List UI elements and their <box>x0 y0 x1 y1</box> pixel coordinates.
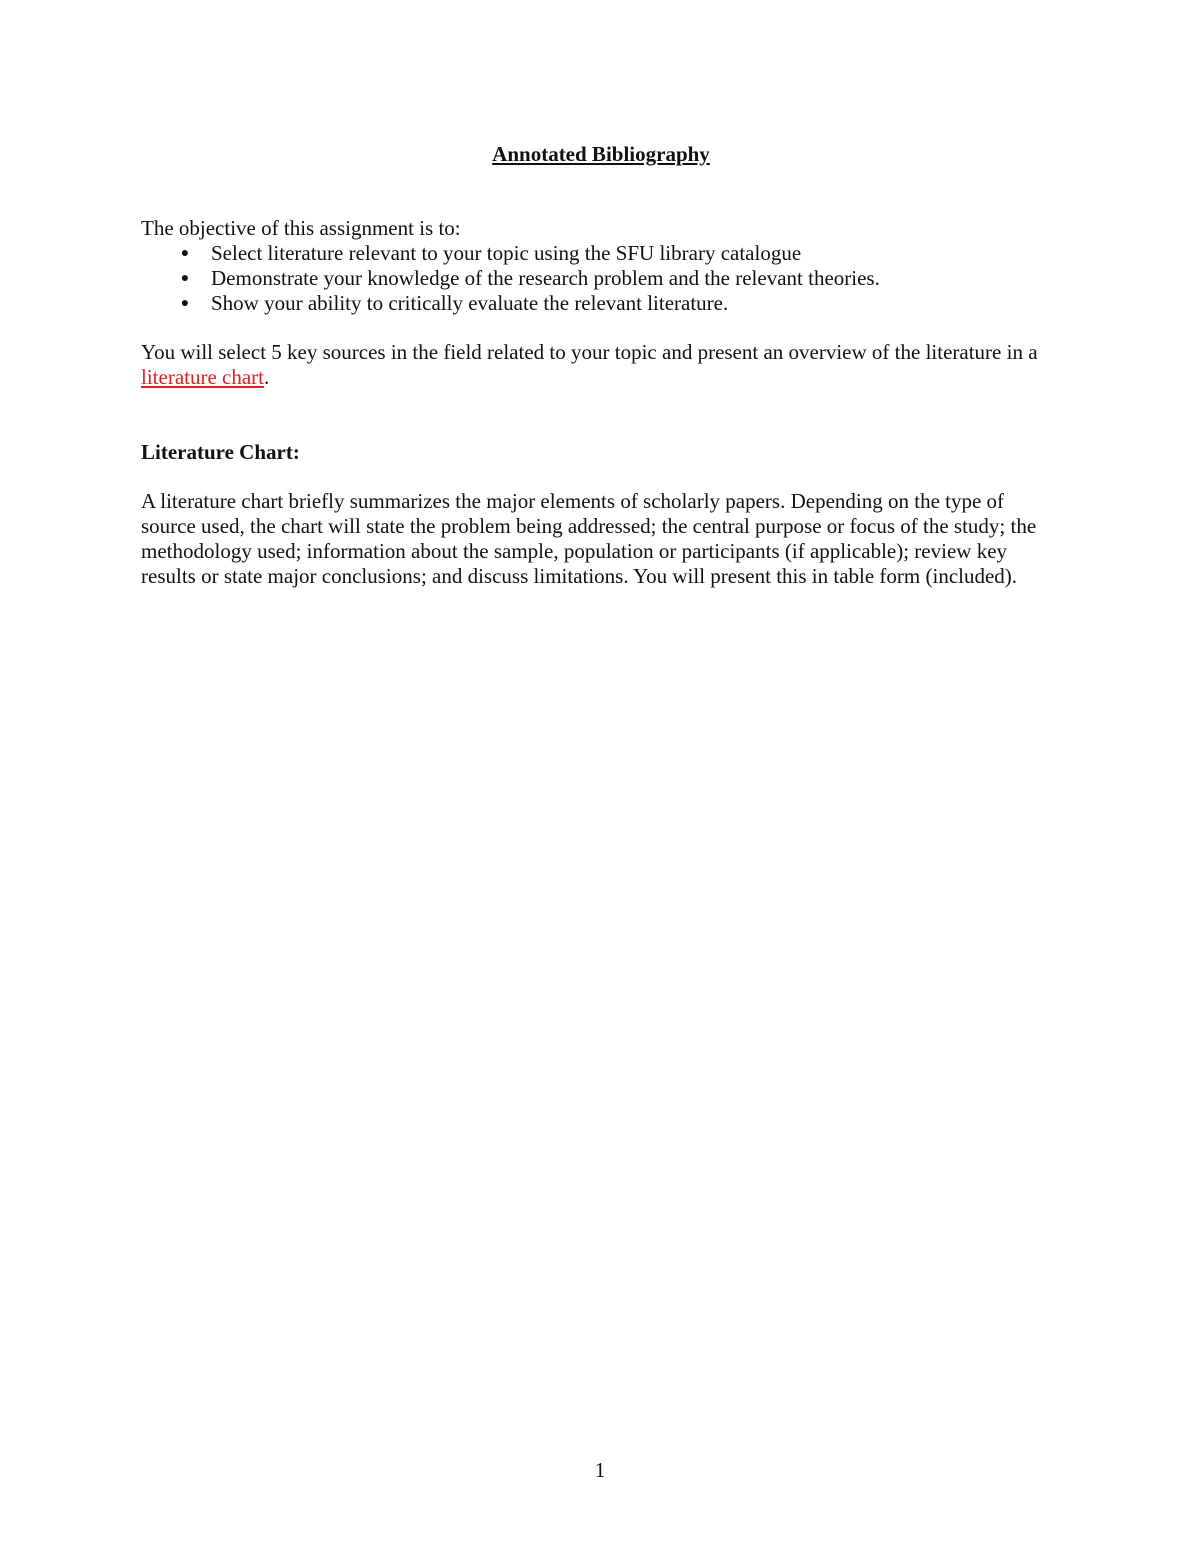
bullet-icon: ● <box>180 271 190 286</box>
section-heading: Literature Chart: <box>141 440 300 464</box>
literature-chart-paragraph: A literature chart briefly summarizes the major elements of scholarly papers. Depending on the type of source used, the chart will state the problem being addressed; the central purpose or focus of the study; the methodology used; information about the sample, population or participants (if applicable); review key results or state major conclusions; and discuss limitations. You will present this in table form (included). <box>141 489 1037 588</box>
objective-text: Select literature relevant to your topic using the SFU library catalogue <box>211 241 802 265</box>
document-body <box>141 140 1061 589</box>
page-number: 1 <box>594 1458 606 1482</box>
selection-paragraph <box>141 340 1061 390</box>
selection-text-end: . <box>264 365 270 389</box>
literature-chart-link[interactable]: literature chart <box>141 365 265 389</box>
bullet-icon: ● <box>180 246 190 261</box>
objective-text: Show your ability to critically evaluate the relevant literature. <box>211 291 729 315</box>
objectives-list <box>141 241 1061 316</box>
selection-text: You will select 5 key sources in the field related to your topic and present an overview of the literature in a <box>141 340 1038 364</box>
objective-intro: The objective of this assignment is to: <box>141 216 461 240</box>
objective-item <box>141 241 1061 266</box>
bullet-icon: ● <box>180 296 190 311</box>
document-title: Annotated Bibliography <box>492 142 710 166</box>
objective-item <box>141 291 1061 316</box>
objective-item <box>141 266 1061 291</box>
objective-text: Demonstrate your knowledge of the research problem and the relevant theories. <box>211 266 880 290</box>
